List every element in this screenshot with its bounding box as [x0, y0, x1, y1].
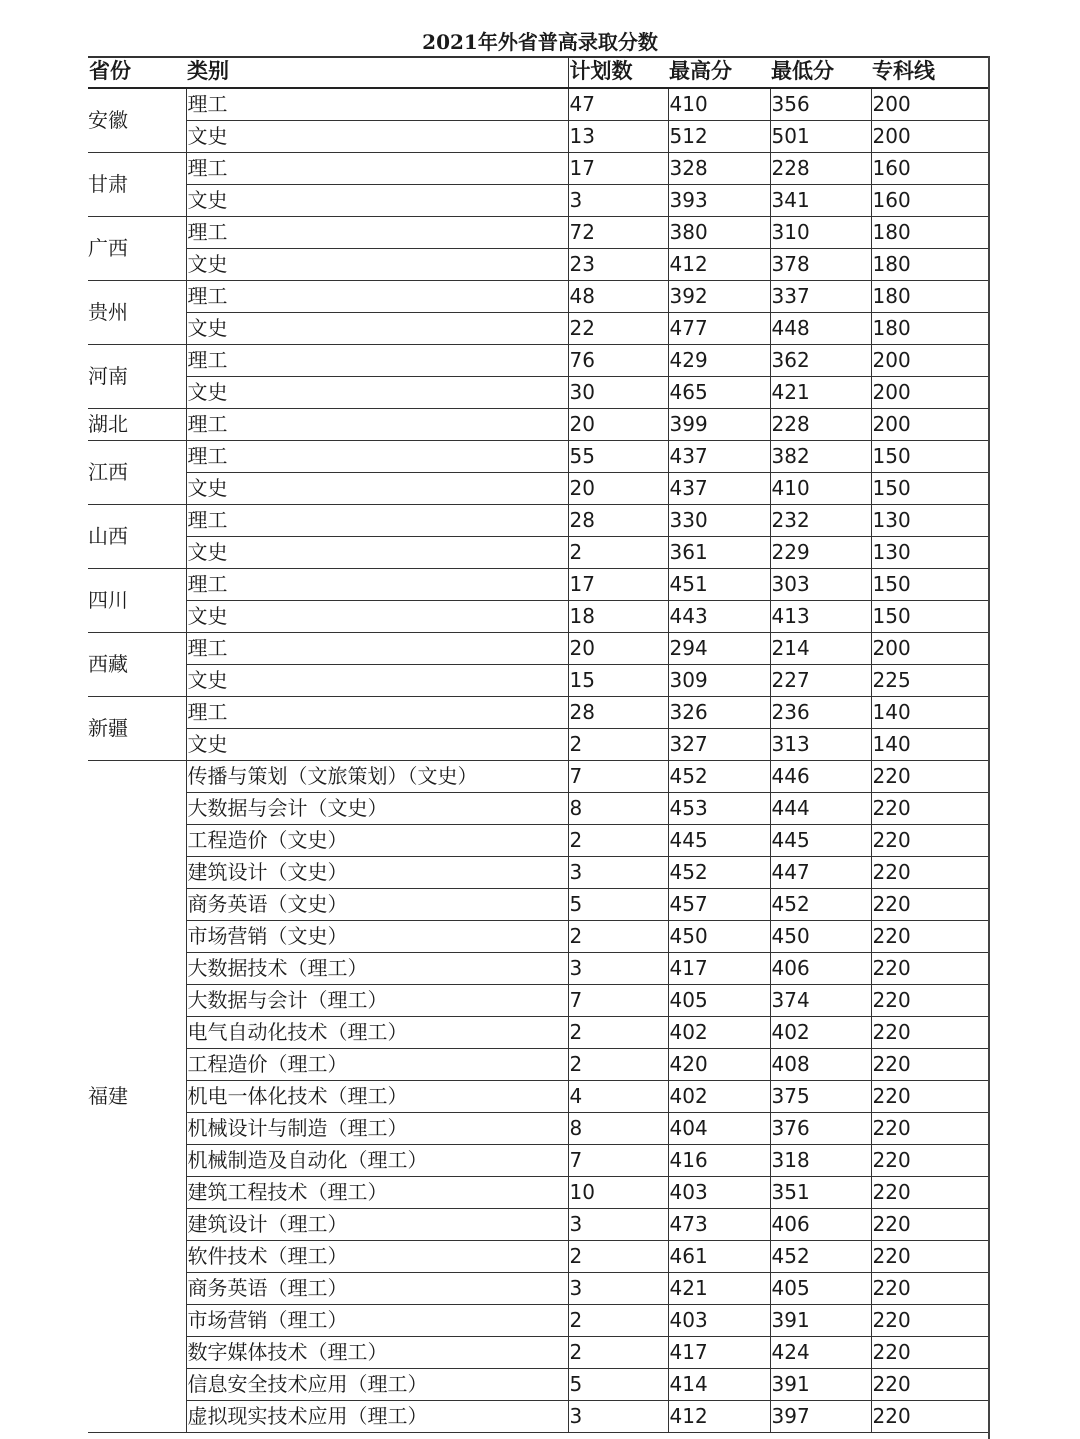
plan-count-cell: 3 — [568, 857, 668, 889]
plan-count-cell: 2 — [568, 1049, 668, 1081]
college-line-cell: 220 — [871, 1145, 988, 1177]
min-score-cell: 445 — [770, 825, 871, 857]
plan-count-cell: 15 — [568, 665, 668, 697]
province-cell: 江西 — [88, 441, 186, 505]
category-cell: 理工 — [186, 281, 568, 313]
max-score-cell: 330 — [668, 505, 770, 537]
college-line-cell: 160 — [871, 185, 988, 217]
category-cell: 电气自动化技术（理工） — [186, 1017, 568, 1049]
plan-count-cell: 8 — [568, 1113, 668, 1145]
plan-count-cell: 20 — [568, 473, 668, 505]
category-cell: 大数据与会计（理工） — [186, 985, 568, 1017]
table-row — [88, 185, 988, 217]
max-score-cell: 402 — [668, 1017, 770, 1049]
category-cell: 文史 — [186, 665, 568, 697]
category-cell: 文史 — [186, 185, 568, 217]
plan-count-cell: 8 — [568, 793, 668, 825]
header-min-score: 最低分 — [770, 56, 871, 88]
max-score-cell: 443 — [668, 601, 770, 633]
category-cell: 工程造价（理工） — [186, 1049, 568, 1081]
category-cell: 文史 — [186, 313, 568, 345]
min-score-cell: 397 — [770, 1401, 871, 1433]
min-score-cell: 313 — [770, 729, 871, 761]
max-score-cell: 437 — [668, 473, 770, 505]
table-row — [88, 857, 988, 889]
plan-count-cell: 2 — [568, 1017, 668, 1049]
table-row — [88, 1305, 988, 1337]
plan-count-cell: 22 — [568, 313, 668, 345]
province-cell: 安徽 — [88, 88, 186, 153]
plan-count-cell: 2 — [568, 729, 668, 761]
min-score-cell: 421 — [770, 377, 871, 409]
category-cell: 建筑设计（文史） — [186, 857, 568, 889]
min-score-cell: 214 — [770, 633, 871, 665]
plan-count-cell: 13 — [568, 121, 668, 153]
province-cell: 西藏 — [88, 633, 186, 697]
plan-count-cell: 72 — [568, 217, 668, 249]
category-cell: 理工 — [186, 217, 568, 249]
max-score-cell: 417 — [668, 1337, 770, 1369]
province-cell: 福建 — [88, 761, 186, 1433]
college-line-cell: 150 — [871, 473, 988, 505]
max-score-cell: 461 — [668, 1241, 770, 1273]
table-row — [88, 1145, 988, 1177]
college-line-cell: 160 — [871, 153, 988, 185]
category-cell: 建筑设计（理工） — [186, 1209, 568, 1241]
min-score-cell: 413 — [770, 601, 871, 633]
min-score-cell: 448 — [770, 313, 871, 345]
plan-count-cell: 2 — [568, 825, 668, 857]
category-cell: 文史 — [186, 537, 568, 569]
min-score-cell: 356 — [770, 88, 871, 121]
table-row — [88, 633, 988, 665]
min-score-cell: 378 — [770, 249, 871, 281]
category-cell: 机电一体化技术（理工） — [186, 1081, 568, 1113]
max-score-cell: 445 — [668, 825, 770, 857]
plan-count-cell: 2 — [568, 537, 668, 569]
category-cell: 市场营销（理工） — [186, 1305, 568, 1337]
max-score-cell: 450 — [668, 921, 770, 953]
table-row — [88, 153, 988, 185]
table-row — [88, 889, 988, 921]
plan-count-cell: 2 — [568, 1305, 668, 1337]
max-score-cell: 402 — [668, 1081, 770, 1113]
category-cell: 理工 — [186, 569, 568, 601]
category-cell: 大数据与会计（文史） — [186, 793, 568, 825]
plan-count-cell: 55 — [568, 441, 668, 473]
max-score-cell: 429 — [668, 345, 770, 377]
category-cell: 理工 — [186, 505, 568, 537]
min-score-cell: 337 — [770, 281, 871, 313]
min-score-cell: 303 — [770, 569, 871, 601]
table-row — [88, 1177, 988, 1209]
min-score-cell: 382 — [770, 441, 871, 473]
max-score-cell: 361 — [668, 537, 770, 569]
plan-count-cell: 3 — [568, 1273, 668, 1305]
plan-count-cell: 7 — [568, 761, 668, 793]
category-cell: 数字媒体技术（理工） — [186, 1337, 568, 1369]
max-score-cell: 412 — [668, 249, 770, 281]
min-score-cell: 406 — [770, 953, 871, 985]
min-score-cell: 501 — [770, 121, 871, 153]
college-line-cell: 150 — [871, 601, 988, 633]
table-row — [88, 217, 988, 249]
table-row — [88, 281, 988, 313]
college-line-cell: 180 — [871, 249, 988, 281]
plan-count-cell: 3 — [568, 1401, 668, 1433]
college-line-cell: 150 — [871, 569, 988, 601]
table-row — [88, 1049, 988, 1081]
max-score-cell: 465 — [668, 377, 770, 409]
college-line-cell: 220 — [871, 1209, 988, 1241]
province-cell: 广西 — [88, 217, 186, 281]
province-cell: 山西 — [88, 505, 186, 569]
table-row — [88, 1401, 988, 1433]
plan-count-cell: 47 — [568, 88, 668, 121]
category-cell: 信息安全技术应用（理工） — [186, 1369, 568, 1401]
category-cell: 理工 — [186, 345, 568, 377]
plan-count-cell: 7 — [568, 1145, 668, 1177]
college-line-cell: 220 — [871, 825, 988, 857]
plan-count-cell: 18 — [568, 601, 668, 633]
min-score-cell: 410 — [770, 473, 871, 505]
plan-count-cell: 5 — [568, 889, 668, 921]
plan-count-cell: 20 — [568, 633, 668, 665]
header-category: 类别 — [186, 56, 568, 88]
plan-count-cell: 17 — [568, 569, 668, 601]
college-line-cell: 220 — [871, 1177, 988, 1209]
min-score-cell: 376 — [770, 1113, 871, 1145]
max-score-cell: 403 — [668, 1177, 770, 1209]
table-row — [88, 1337, 988, 1369]
admission-score-table — [88, 56, 989, 1433]
plan-count-cell: 23 — [568, 249, 668, 281]
max-score-cell: 326 — [668, 697, 770, 729]
category-cell: 文史 — [186, 249, 568, 281]
college-line-cell: 220 — [871, 1017, 988, 1049]
max-score-cell: 421 — [668, 1273, 770, 1305]
max-score-cell: 452 — [668, 761, 770, 793]
max-score-cell: 410 — [668, 88, 770, 121]
table-right-border — [988, 56, 990, 1439]
category-cell: 机械制造及自动化（理工） — [186, 1145, 568, 1177]
table-header-row — [88, 56, 988, 88]
college-line-cell: 220 — [871, 985, 988, 1017]
max-score-cell: 451 — [668, 569, 770, 601]
min-score-cell: 375 — [770, 1081, 871, 1113]
college-line-cell: 220 — [871, 1081, 988, 1113]
college-line-cell: 220 — [871, 889, 988, 921]
table-row — [88, 569, 988, 601]
min-score-cell: 444 — [770, 793, 871, 825]
min-score-cell: 408 — [770, 1049, 871, 1081]
college-line-cell: 220 — [871, 857, 988, 889]
category-cell: 虚拟现实技术应用（理工） — [186, 1401, 568, 1433]
min-score-cell: 227 — [770, 665, 871, 697]
college-line-cell: 130 — [871, 505, 988, 537]
college-line-cell: 180 — [871, 217, 988, 249]
min-score-cell: 232 — [770, 505, 871, 537]
min-score-cell: 362 — [770, 345, 871, 377]
header-plan-count: 计划数 — [568, 56, 668, 88]
category-cell: 文史 — [186, 377, 568, 409]
province-cell: 河南 — [88, 345, 186, 409]
category-cell: 理工 — [186, 409, 568, 441]
min-score-cell: 452 — [770, 1241, 871, 1273]
table-row — [88, 345, 988, 377]
table-row — [88, 665, 988, 697]
plan-count-cell: 7 — [568, 985, 668, 1017]
plan-count-cell: 20 — [568, 409, 668, 441]
min-score-cell: 391 — [770, 1305, 871, 1337]
table-row — [88, 409, 988, 441]
max-score-cell: 294 — [668, 633, 770, 665]
min-score-cell: 452 — [770, 889, 871, 921]
college-line-cell: 200 — [871, 633, 988, 665]
college-line-cell: 200 — [871, 345, 988, 377]
max-score-cell: 328 — [668, 153, 770, 185]
plan-count-cell: 2 — [568, 1241, 668, 1273]
table-row — [88, 249, 988, 281]
category-cell: 商务英语（理工） — [186, 1273, 568, 1305]
plan-count-cell: 3 — [568, 953, 668, 985]
max-score-cell: 416 — [668, 1145, 770, 1177]
max-score-cell: 453 — [668, 793, 770, 825]
college-line-cell: 220 — [871, 1337, 988, 1369]
category-cell: 建筑工程技术（理工） — [186, 1177, 568, 1209]
min-score-cell: 228 — [770, 153, 871, 185]
college-line-cell: 220 — [871, 1305, 988, 1337]
plan-count-cell: 4 — [568, 1081, 668, 1113]
header-province: 省份 — [88, 56, 186, 88]
college-line-cell: 220 — [871, 1241, 988, 1273]
college-line-cell: 220 — [871, 921, 988, 953]
college-line-cell: 130 — [871, 537, 988, 569]
table-row — [88, 441, 988, 473]
min-score-cell: 446 — [770, 761, 871, 793]
min-score-cell: 447 — [770, 857, 871, 889]
category-cell: 工程造价（文史） — [186, 825, 568, 857]
min-score-cell: 318 — [770, 1145, 871, 1177]
college-line-cell: 225 — [871, 665, 988, 697]
table-row — [88, 953, 988, 985]
table-row — [88, 1369, 988, 1401]
college-line-cell: 220 — [871, 761, 988, 793]
table-row — [88, 1273, 988, 1305]
college-line-cell: 200 — [871, 409, 988, 441]
college-line-cell: 200 — [871, 121, 988, 153]
table-row — [88, 1113, 988, 1145]
max-score-cell: 380 — [668, 217, 770, 249]
category-cell: 理工 — [186, 697, 568, 729]
college-line-cell: 220 — [871, 1401, 988, 1433]
max-score-cell: 404 — [668, 1113, 770, 1145]
table-row — [88, 601, 988, 633]
max-score-cell: 417 — [668, 953, 770, 985]
category-cell: 大数据技术（理工） — [186, 953, 568, 985]
min-score-cell: 450 — [770, 921, 871, 953]
max-score-cell: 309 — [668, 665, 770, 697]
plan-count-cell: 48 — [568, 281, 668, 313]
plan-count-cell: 3 — [568, 1209, 668, 1241]
table-row — [88, 921, 988, 953]
category-cell: 商务英语（文史） — [186, 889, 568, 921]
category-cell: 文史 — [186, 729, 568, 761]
province-cell: 贵州 — [88, 281, 186, 345]
category-cell: 市场营销（文史） — [186, 921, 568, 953]
table-row — [88, 473, 988, 505]
college-line-cell: 220 — [871, 1113, 988, 1145]
table-row — [88, 825, 988, 857]
college-line-cell: 150 — [871, 441, 988, 473]
table-row — [88, 761, 988, 793]
table-row — [88, 1209, 988, 1241]
max-score-cell: 405 — [668, 985, 770, 1017]
category-cell: 理工 — [186, 88, 568, 121]
category-cell: 文史 — [186, 601, 568, 633]
college-line-cell: 140 — [871, 729, 988, 761]
college-line-cell: 220 — [871, 793, 988, 825]
college-line-cell: 180 — [871, 281, 988, 313]
category-cell: 理工 — [186, 441, 568, 473]
max-score-cell: 457 — [668, 889, 770, 921]
min-score-cell: 391 — [770, 1369, 871, 1401]
plan-count-cell: 5 — [568, 1369, 668, 1401]
table-row — [88, 1241, 988, 1273]
category-cell: 理工 — [186, 633, 568, 665]
table-row — [88, 985, 988, 1017]
category-cell: 文史 — [186, 473, 568, 505]
plan-count-cell: 2 — [568, 921, 668, 953]
college-line-cell: 220 — [871, 1369, 988, 1401]
table-row — [88, 537, 988, 569]
college-line-cell: 220 — [871, 1273, 988, 1305]
max-score-cell: 399 — [668, 409, 770, 441]
min-score-cell: 229 — [770, 537, 871, 569]
min-score-cell: 236 — [770, 697, 871, 729]
category-cell: 软件技术（理工） — [186, 1241, 568, 1273]
min-score-cell: 406 — [770, 1209, 871, 1241]
max-score-cell: 437 — [668, 441, 770, 473]
plan-count-cell: 17 — [568, 153, 668, 185]
max-score-cell: 327 — [668, 729, 770, 761]
table-row — [88, 377, 988, 409]
province-cell: 甘肃 — [88, 153, 186, 217]
max-score-cell: 452 — [668, 857, 770, 889]
table-row — [88, 1081, 988, 1113]
college-line-cell: 200 — [871, 88, 988, 121]
max-score-cell: 420 — [668, 1049, 770, 1081]
table-row — [88, 505, 988, 537]
table-row — [88, 1017, 988, 1049]
min-score-cell: 310 — [770, 217, 871, 249]
table-row — [88, 793, 988, 825]
category-cell: 理工 — [186, 153, 568, 185]
max-score-cell: 414 — [668, 1369, 770, 1401]
table-row — [88, 697, 988, 729]
plan-count-cell: 2 — [568, 1337, 668, 1369]
min-score-cell: 405 — [770, 1273, 871, 1305]
min-score-cell: 341 — [770, 185, 871, 217]
max-score-cell: 473 — [668, 1209, 770, 1241]
max-score-cell: 403 — [668, 1305, 770, 1337]
table-row — [88, 88, 988, 121]
plan-count-cell: 76 — [568, 345, 668, 377]
college-line-cell: 220 — [871, 953, 988, 985]
category-cell: 文史 — [186, 121, 568, 153]
college-line-cell: 140 — [871, 697, 988, 729]
category-cell: 机械设计与制造（理工） — [186, 1113, 568, 1145]
table-row — [88, 313, 988, 345]
province-cell: 四川 — [88, 569, 186, 633]
province-cell: 新疆 — [88, 697, 186, 761]
plan-count-cell: 3 — [568, 185, 668, 217]
province-cell: 湖北 — [88, 409, 186, 441]
header-college-line: 专科线 — [871, 56, 988, 88]
min-score-cell: 402 — [770, 1017, 871, 1049]
min-score-cell: 374 — [770, 985, 871, 1017]
college-line-cell: 220 — [871, 1049, 988, 1081]
max-score-cell: 512 — [668, 121, 770, 153]
min-score-cell: 228 — [770, 409, 871, 441]
plan-count-cell: 28 — [568, 505, 668, 537]
college-line-cell: 200 — [871, 377, 988, 409]
max-score-cell: 477 — [668, 313, 770, 345]
header-max-score: 最高分 — [668, 56, 770, 88]
max-score-cell: 412 — [668, 1401, 770, 1433]
table-row — [88, 729, 988, 761]
plan-count-cell: 30 — [568, 377, 668, 409]
page-title: 2021年外省普高录取分数 — [422, 30, 658, 54]
college-line-cell: 180 — [871, 313, 988, 345]
plan-count-cell: 28 — [568, 697, 668, 729]
table-row — [88, 121, 988, 153]
min-score-cell: 351 — [770, 1177, 871, 1209]
max-score-cell: 393 — [668, 185, 770, 217]
max-score-cell: 392 — [668, 281, 770, 313]
plan-count-cell: 10 — [568, 1177, 668, 1209]
min-score-cell: 424 — [770, 1337, 871, 1369]
category-cell: 传播与策划（文旅策划）（文史） — [186, 761, 568, 793]
